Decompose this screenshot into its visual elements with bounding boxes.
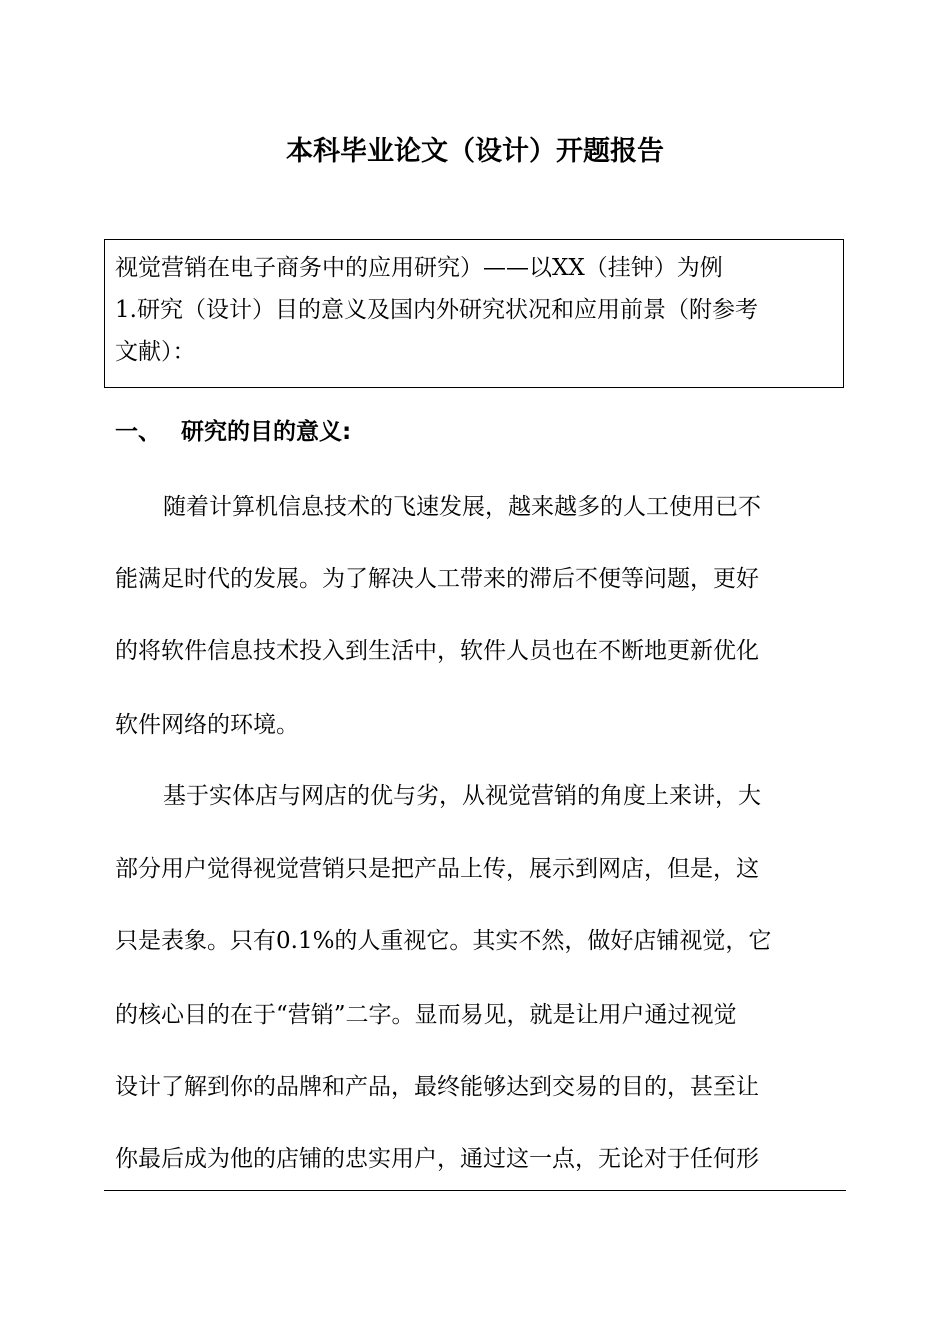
paragraph-2-line: 部分用户觉得视觉营销只是把产品上传，展示到网店，但是，这 [115,856,759,882]
paragraph-1-line: 的将软件信息技术投入到生活中，软件人员也在不断地更新优化 [115,638,759,664]
paragraph-2-line: 基于实体店与网店的优与劣，从视觉营销的角度上来讲，大 [163,783,761,809]
paragraph-1-line: 随着计算机信息技术的飞速发展，越来越多的人工使用已不 [163,494,761,520]
paragraph-1-line: 软件网络的环境。 [115,712,299,738]
section-heading [115,412,351,452]
paragraph-2-line: 设计了解到你的品牌和产品，最终能够达到交易的目的，甚至让 [115,1074,759,1100]
topic-line: 视觉营销在电子商务中的应用研究）——以XX（挂钟）为例 [115,255,723,281]
section-number: 一、 [115,419,161,445]
paragraph-1-line: 能满足时代的发展。为了解决人工带来的滞后不便等问题，更好 [115,566,759,592]
page-bottom-rule [104,1190,846,1191]
topic-box [104,239,844,388]
paragraph-2-line: 你最后成为他的店铺的忠实用户，通过这一点，无论对于任何形 [115,1146,759,1172]
question-line: 1.研究（设计）目的意义及国内外研究状况和应用前景（附参考 [115,297,758,323]
question-line-continued: 文献）： [115,339,196,365]
paragraph-2-line: 只是表象。只有0.1%的人重视它。其实不然，做好店铺视觉，它 [115,928,772,954]
paragraph-2-line: 的核心目的在于“营销”二字。显而易见，就是让用户通过视觉 [115,1002,737,1028]
section-heading-text: 研究的目的意义: [181,419,352,445]
document-title: 本科毕业论文（设计）开题报告 [286,136,664,167]
